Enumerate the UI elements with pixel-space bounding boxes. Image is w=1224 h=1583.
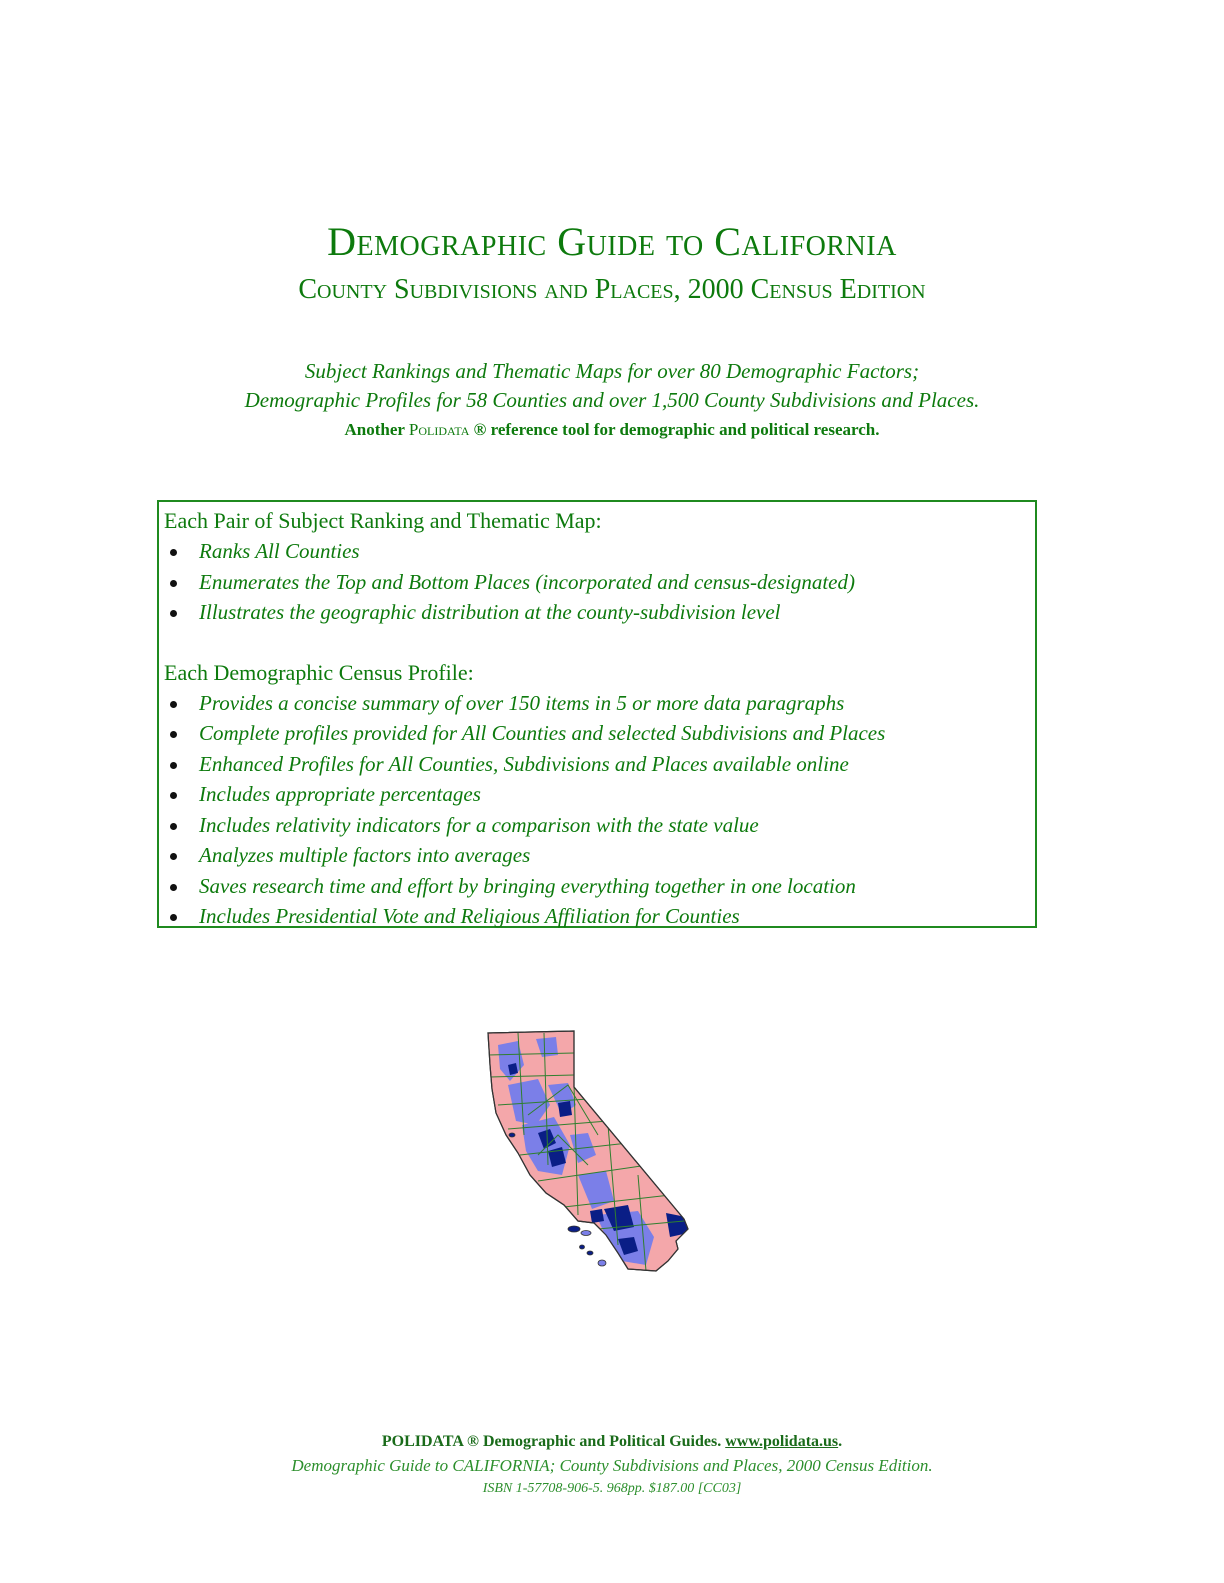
list-item-text: Enhanced Profiles for All Counties, Subdivisions and Places available online — [199, 751, 849, 776]
page-subtitle: County Subdivisions and Places, 2000 Census Edition — [298, 274, 926, 305]
list-item — [164, 688, 1029, 719]
footer-publisher-text: POLIDATA ® Demographic and Political Guides. — [381, 1433, 726, 1450]
ranking-feature-list — [164, 536, 1029, 628]
list-item — [164, 901, 1029, 932]
tagline-line-2: Demographic Profiles for 58 Counties and over 1,500 County Subdivisions and Places. — [244, 388, 980, 412]
bullet-icon — [170, 610, 177, 617]
list-item — [164, 840, 1029, 871]
bullet-icon — [170, 823, 177, 830]
bullet-icon — [170, 580, 177, 587]
bullet-icon — [170, 914, 177, 921]
list-item — [164, 536, 1029, 567]
bullet-icon — [170, 549, 177, 556]
list-item-text: Illustrates the geographic distribution at the county-subdivision level — [199, 600, 781, 624]
footer-title-line: Demographic Guide to CALIFORNIA; County Subdivisions and Places, 2000 Census Edition. — [291, 1456, 933, 1475]
channel-island — [598, 1260, 606, 1266]
list-item-text: Analyzes multiple factors into averages — [199, 843, 531, 867]
footer-publisher-line — [0, 1430, 1224, 1454]
list-item — [164, 718, 1029, 749]
channel-island — [568, 1226, 580, 1232]
list-item-text: Includes Presidential Vote and Religious Affiliation for Counties — [199, 904, 740, 928]
bay-island — [509, 1133, 515, 1137]
list-item-text: Saves research time and effort by bringing everything together in one location — [199, 873, 856, 898]
list-item — [164, 779, 1029, 810]
profile-section-heading: Each Demographic Census Profile: — [164, 659, 474, 685]
map-region — [558, 1101, 572, 1117]
california-map-svg — [478, 1025, 698, 1275]
tagline-note-prefix: Another — [344, 420, 409, 439]
tagline-note-suffix: ® reference tool for demographic and political research. — [469, 420, 880, 439]
bullet-icon — [170, 731, 177, 738]
title-block — [0, 216, 1224, 310]
tagline-line-1: Subject Rankings and Thematic Maps for over 80 Demographic Factors; — [304, 359, 920, 383]
bullet-icon — [170, 792, 177, 799]
polidata-brand: Polidata — [408, 420, 470, 439]
footer-period: . — [838, 1433, 843, 1450]
profile-feature-list — [164, 688, 1029, 932]
list-item — [164, 597, 1029, 628]
bullet-icon — [170, 853, 177, 860]
channel-island — [581, 1231, 591, 1236]
list-item — [164, 749, 1029, 780]
list-item — [164, 567, 1029, 598]
page-title: Demographic Guide to California — [327, 219, 897, 264]
list-item-text: Includes relativity indicators for a comparison with the state value — [199, 812, 759, 837]
list-item — [164, 871, 1029, 902]
bullet-icon — [170, 884, 177, 891]
channel-island — [580, 1245, 585, 1249]
list-item-text: Enumerates the Top and Bottom Places (incorporated and census-designated) — [199, 569, 855, 594]
list-item — [164, 810, 1029, 841]
list-item-text: Provides a concise summary of over 150 items in 5 or more data paragraphs — [199, 690, 845, 715]
list-item-text: Ranks All Counties — [199, 539, 360, 563]
ranking-section-heading: Each Pair of Subject Ranking and Thematic Map: — [164, 508, 602, 533]
channel-island — [587, 1251, 593, 1255]
tagline — [0, 357, 1224, 445]
tagline-note — [0, 415, 1224, 445]
footer-isbn-line: ISBN 1-57708-906-5. 968pp. $187.00 [CC03] — [482, 1481, 742, 1496]
list-item-text: Includes appropriate percentages — [199, 782, 481, 806]
bullet-icon — [170, 701, 177, 708]
footer — [0, 1430, 1224, 1500]
california-thematic-map — [478, 1025, 698, 1275]
list-item-text: Complete profiles provided for All Counties and selected Subdivisions and Places — [199, 721, 886, 745]
map-region — [590, 1209, 604, 1223]
bullet-icon — [170, 762, 177, 769]
polidata-link[interactable]: www.polidata.us — [725, 1433, 839, 1450]
feature-box — [157, 500, 1037, 928]
